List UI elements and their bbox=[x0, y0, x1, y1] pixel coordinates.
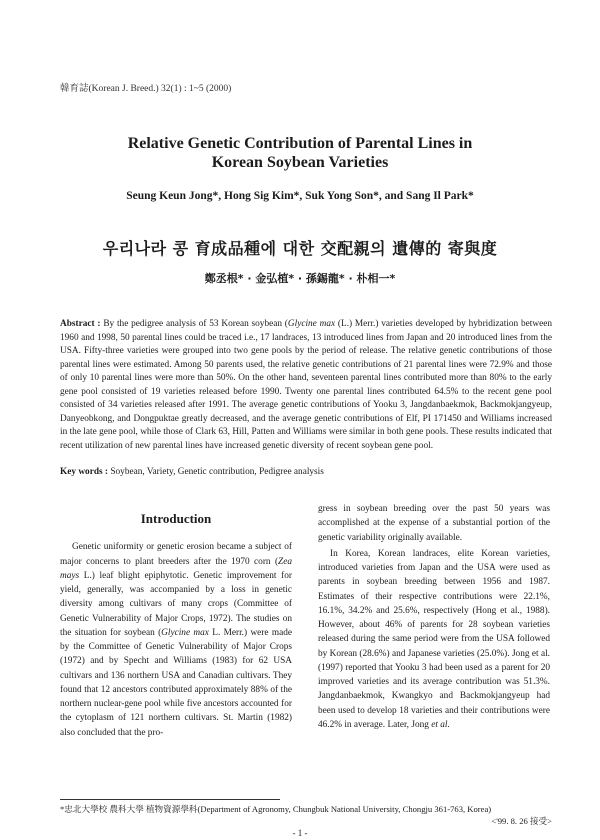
title-line-2: Korean Soybean Varieties bbox=[211, 154, 389, 171]
intro-paragraph-2: In Korea, Korean landraces, elite Korean varieties, introduced varieties from Japan and the USA were used as parents in soybean breeding between 1956 and 1987. Estimates of their respective contributions were 22.1%, 16.1%, 34.2% and 25.6%, respectively (Hong et al., 1988). However, about 46% of parents for 28 soybean varieties released during the same period were from the USA followed by Korean (28.6%) and Japanese varieties (25.0%). Jong et al. (1997) reported that Yooku 3 had been used as a parent for 20 improved varieties and its average contribution was 51.3%. Jangdanbaekmok, Kwangkyo and Backmokjangyeup had been used to develop 18 varieties and their contributions were 46.2% in average. Later, Jong et al. bbox=[318, 548, 550, 730]
intro-paragraph-1-continued: gress in soybean breeding over the past 50 years was accomplished at the expense of a substantial portion of the genetic variability originally available. bbox=[318, 504, 550, 543]
abstract-text-b: (L.) Merr.) varieties developed by hybridization between 1960 and 1998, 50 parental lines could be traced i.e., 17 landraces, 13 introduced lines from Japan and 20 introduced lines from the USA. Fifty-three varieties were grouped into two gene pools by the period of release. The relative genetic contributions of those parental lines were estimated. Among 50 parents used, the relative genetic contributions of 21 parental lines were 72.9% and those of only 10 parental lines were more than 50%. On the other hand, seventeen parental lines contributed more than 80% to the early gene pool consisted of 19 varieties released before 1990. Twenty one parental lines contributed 64.5% to the recent gene pool consisted of 34 varieties released after 1991. The average genetic contributions of Yooku 3, Jangdanbaekmok, Backmokjangyeup, Danyeobkong, and Dongpuktae greatly decreased, and the average genetic contributions of Elf, PI 171450 and Williams increased in the late gene pool, while those of Clark 63, Hill, Patten and Williams were similar in both gene pools. These results indicated that recent utilization of new parental lines have increased genetic diversity of recent soybean gene pool. bbox=[60, 319, 552, 451]
footnote-received-date: <'99. 8. 26 接受> bbox=[491, 816, 552, 826]
author-list: Seung Keun Jong*, Hong Sig Kim*, Suk Yong Son*, and Sang Il Park* bbox=[126, 190, 474, 202]
intro-paragraph-1: Genetic uniformity or genetic erosion became a subject of major concerns to plant breeders after the 1970 corn (Zea mays L.) leaf blight epiphytotic. Genetic improvement for yield, generally, was accompanied by a loss in genetic diversity among cultivars of many crops (Committee of Genetic Vulnerability of Major Crops, 1972). The studies on the situation for soybean (Glycine max L. Merr.) were made by the Committee of Genetic Vulnerability of Major Crops (1972) and by Specht and Williams (1983) for 62 USA cultivars and 136 northern USA and Canadian cultivars. They found that 12 ancestors contributed approximately 88% of the northern nuclear-gene pool while five ancestors accounted for the cytoplasm of 121 northern cultivars. St. Martin (1982) also concluded that the pro- bbox=[60, 542, 292, 738]
page-number: - 1 - bbox=[292, 828, 308, 838]
korean-author-list: 鄭丞根* · 金弘植* · 孫錫龍* · 朴相一* bbox=[204, 272, 396, 285]
abstract-label: Abstract : bbox=[60, 319, 101, 329]
paper-title bbox=[40, 134, 560, 172]
footnote-rule bbox=[60, 799, 280, 800]
column-left bbox=[60, 502, 292, 740]
column-right bbox=[318, 502, 550, 732]
korean-title: 우리나라 콩 育成品種에 대한 交配親의 遺傳的 寄與度 bbox=[102, 239, 498, 258]
title-line-1: Relative Genetic Contribution of Parental Lines in bbox=[127, 135, 473, 152]
keywords bbox=[60, 466, 552, 479]
journal-citation: 韓育誌(Korean J. Breed.) 32(1) : 1~5 (2000) bbox=[60, 84, 232, 94]
abstract-species: Glycine max bbox=[287, 319, 336, 329]
abstract bbox=[60, 318, 552, 453]
keywords-label: Key words : bbox=[60, 467, 109, 477]
footnote-affiliation: *忠北大學校 農科大學 植物資源學科(Department of Agronomy, Chungbuk National University, Chongju 361-763, Korea) bbox=[60, 804, 492, 814]
keywords-text: Soybean, Variety, Genetic contribution, Pedigree analysis bbox=[110, 467, 324, 477]
abstract-text-a: By the pedigree analysis of 53 Korean soybean ( bbox=[103, 319, 288, 329]
section-heading-introduction: Introduction bbox=[140, 511, 212, 526]
